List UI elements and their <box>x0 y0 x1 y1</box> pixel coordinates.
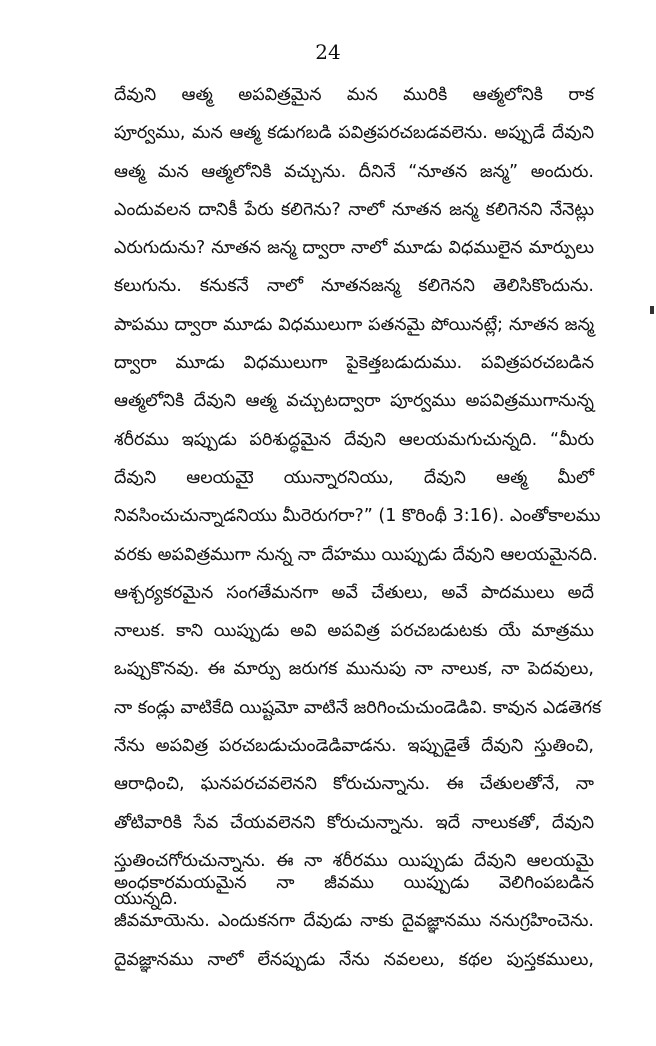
text-line: పాపము ద్వారా మూడు విధములుగా పతనమై పోయినట్లే; నూతన జన్మ <box>114 314 594 335</box>
paragraph-1 <box>114 76 602 919</box>
text-line: ఎందువలన దానికీ పేరు కలిగెను? నాలో నూతన జన్మ కలిగెనని నేనెట్లు <box>114 199 594 220</box>
text-line: ఎరుగుదును? నూతన జన్మ ద్వారా నాలో మూడు విధములైన మార్పులు <box>114 238 594 259</box>
text-line: వరకు అపవిత్రముగా నున్న నా దేహము యిప్పుడు దేవుని ఆలయమైనది. <box>114 544 598 565</box>
text-line: ఆత్మ మన ఆత్మలోనికి వచ్చును. దీనినే “నూతన జన్మ” అందురు. <box>114 161 594 182</box>
text-line: నాలుక. కాని యిప్పుడు అవి అపవిత్ర పరచబడుటకు యే మాత్రము <box>114 621 594 642</box>
scan-mark <box>650 306 654 314</box>
text-line: పూర్వము, మన ఆత్మ కడుగబడి పవిత్రపరచబడవలెను. అప్పుడే దేవుని <box>114 123 594 144</box>
text-line: దేవుని ఆలయమైె యున్నారనియు, దేవుని ఆత్మ మీలో <box>114 467 594 488</box>
text-line: నివసించుచున్నాడనియు మీరెరుగరా?” (1 కొరింథీ 3:16). ఎంతోకాలము <box>114 506 601 527</box>
text-line: కలుగును. కనుకనే నాలో నూతనజన్మ కలిగెనని తెలిసికొందును. <box>114 276 594 297</box>
text-line: అంధకారమయమైన నా జీవము యిప్పుడు వెలిగింపబడిన <box>114 873 594 893</box>
text-line: ఆరాధించి, ఘనపరచవలెనని కోరుచున్నాను. ఈ చేతులతోనే, నా <box>114 774 594 795</box>
text-line: నేను అపవిత్ర పరచబడుచుండెడివాడను. ఇప్పుడైతే దేవుని స్తుతించి, <box>114 736 594 757</box>
text-line: దేవుని ఆత్మ అపవిత్రమైన మన మురికి ఆత్మలోనికి రాక <box>114 85 594 105</box>
text-line: తోటివారికి సేవ చేయవలెనని కోరుచున్నాను. ఇదే నాలుకతో, దేవుని <box>114 812 594 833</box>
text-line: యున్నది. <box>114 889 178 910</box>
text-line: ఆత్మలోనికి దేవుని ఆత్మ వచ్చుటద్వారా పూర్వము అపవిత్రముగానున్న <box>114 391 594 412</box>
text-line: ద్వారా మూడు విధములుగా పైకెత్తబడుదుము. పవిత్రపరచబడిన <box>114 353 594 374</box>
text-line: ఒప్పుకొనవు. ఈ మార్పు జరుగక మునుపు నా నాలుక, నా పెదవులు, <box>114 659 594 680</box>
text-line: జీవమాయెను. ఎందుకనగా దేవుడు నాకు దైవజ్ఞానము ననుగ్రహించెను. <box>114 911 594 932</box>
page-number: 24 <box>315 40 341 64</box>
text-line: శరీరము ఇప్పుడు పరిశుద్ధమైన దేవుని ఆలయమగుచున్నది. “మీరు <box>114 429 594 450</box>
paragraph-2 <box>114 864 594 979</box>
text-line: దైవజ్ఞానము నాలో లేనప్పుడు నేను నవలలు, కథల పుస్తకములు, <box>114 949 594 970</box>
text-line: నా కండ్లు వాటికేది యిష్టమో వాటినే జరిగించుచుండెడివి. కావున ఎడతెగక <box>114 697 602 718</box>
text-line: స్తుతించగోరుచున్నాను. ఈ నా శరీరము యిప్పుడు దేవుని ఆలయమై <box>114 850 594 871</box>
text-line: ఆశ్చర్యకరమైన సంగతేమనగా అవే చేతులు, అవే పాదములు అదే <box>114 582 594 603</box>
